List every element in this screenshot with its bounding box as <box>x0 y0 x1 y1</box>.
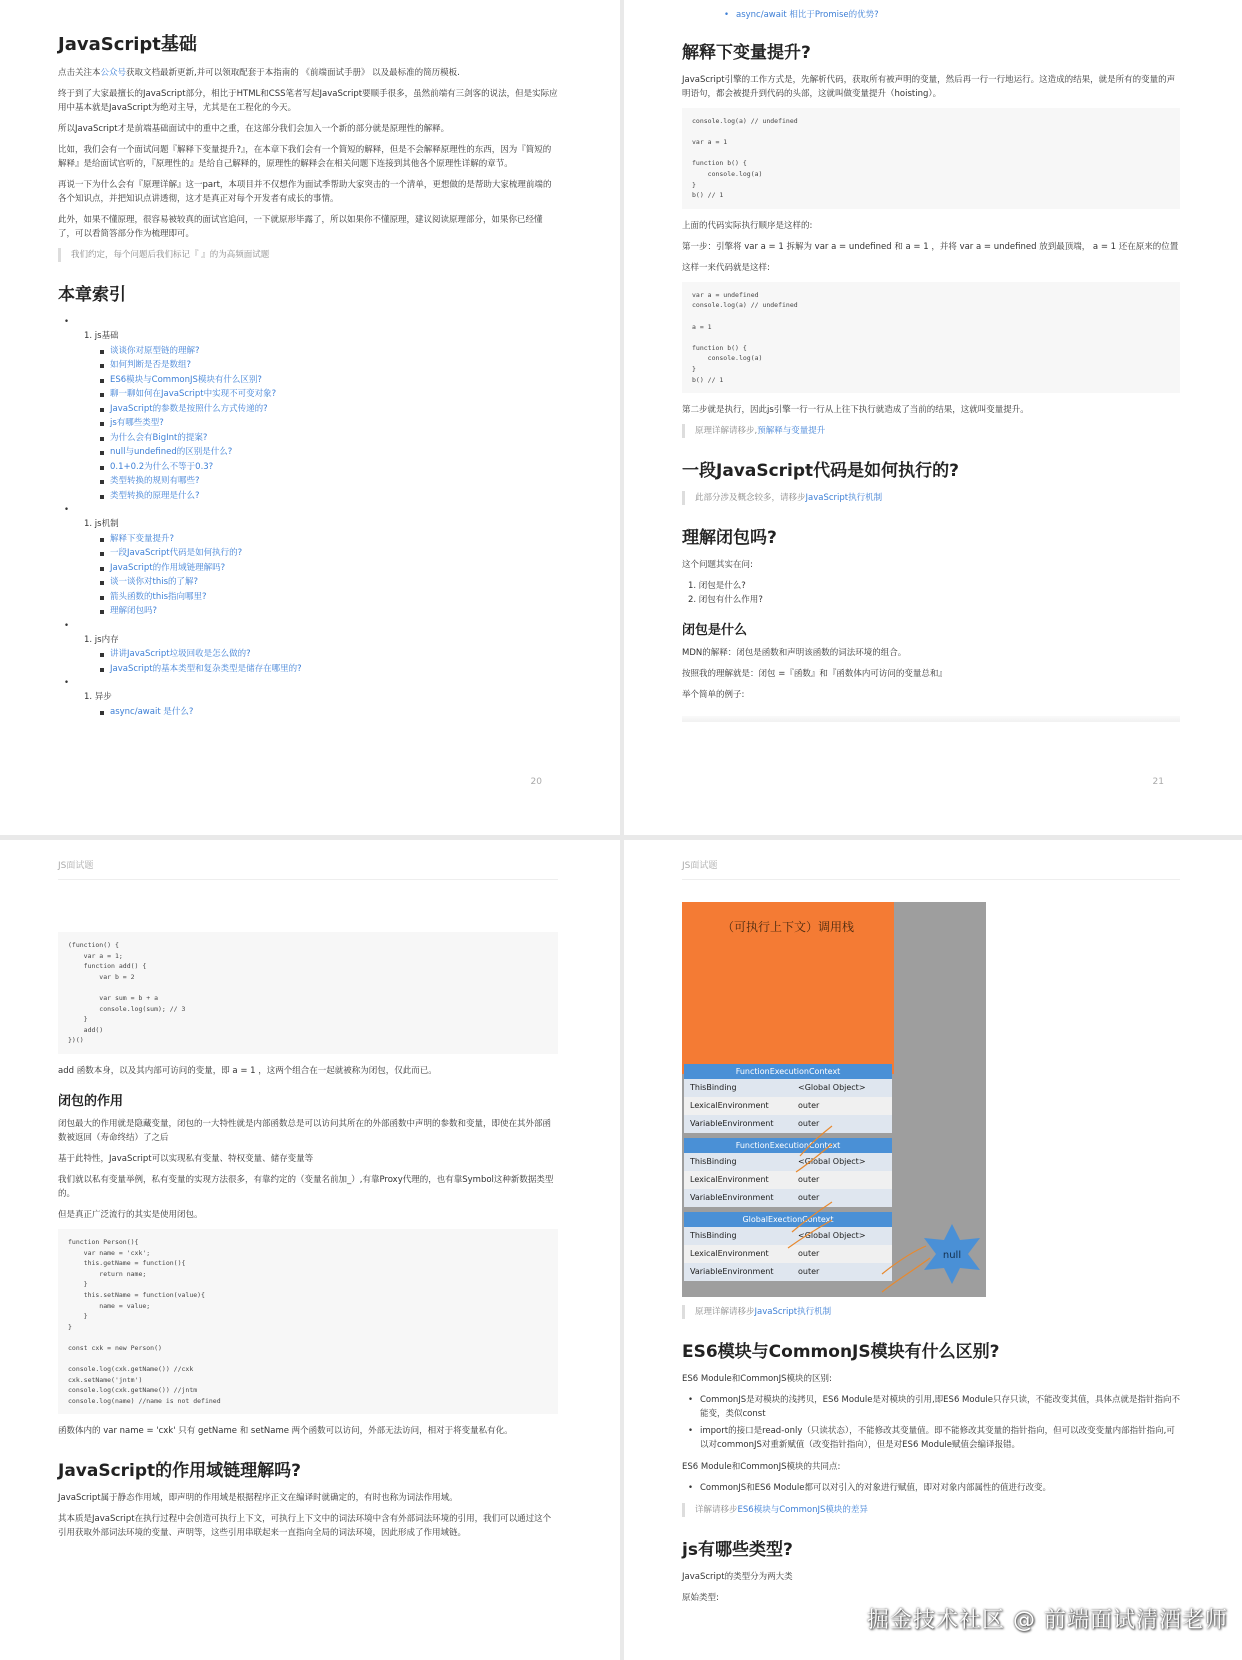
watermark: 掘金技术社区 @ 前端面试清酒老师 <box>867 1608 1228 1633</box>
context-field-value: <Global Object> <box>798 1083 866 1092</box>
execution-quote: 此部分涉及概念较多，请移步JavaScript执行机制 <box>682 491 1180 505</box>
code-line: console.log(a) // undefined <box>692 301 798 310</box>
toc-group-label: 1. 异步 <box>84 692 112 702</box>
code-line: (function() { <box>68 941 119 949</box>
context-field-name: LexicalEnvironment <box>690 1101 769 1110</box>
difference-item: • import的接口是read-only（只读状态），不能修改其变量值。即不能修改其变量的指针指向，但可以改变变量内部指针指向,可以对commonJS对重新赋值（改变指针指向），但是对ES6 Module赋值会编译报错。 <box>682 1424 1180 1452</box>
toc-group-label: 1. js基础 <box>84 331 119 341</box>
toc-item[interactable]: JavaScript的基本类型和复杂类型是储存在哪里的? <box>58 662 558 677</box>
code-line: var a = undefined <box>692 290 759 299</box>
hoisting-paragraph: JavaScript引擎的工作方式是，先解析代码，获取所有被声明的变量，然后再一行一行地运行。这造成的结果，就是所有的变量的声明语句，都会被提升到代码的头部，这就叫做变量提升（hoisting）。 <box>682 75 1176 99</box>
code-line: function add() { <box>68 962 147 971</box>
arrow-var-3 <box>882 1258 930 1292</box>
code-line: return name; <box>68 1269 147 1278</box>
toc-item[interactable]: 为什么会有BigInt的提案? <box>58 431 558 446</box>
heading-closure-use: 闭包的作用 <box>58 1093 124 1109</box>
code-line: console.log(name) //name is not defined <box>68 1396 221 1405</box>
intro-paragraph-1: 点击关注本公众号获取文档最新更新,并可以领取配套于本指南的 《前端面试手册》 以及最标准的简历模板. <box>58 68 460 78</box>
code-line <box>68 982 548 993</box>
toc-item[interactable]: 聊一聊如何在JavaScript中实现不可变对象? <box>58 387 558 402</box>
context-field-value: <Global Object> <box>798 1231 866 1240</box>
types-paragraph: JavaScript的类型分为两大类 <box>682 1572 793 1582</box>
hoisting-detail-quote: 原理详解请移步,预解释与变量提升 <box>682 424 1180 438</box>
context-field-name: ThisBinding <box>690 1083 737 1092</box>
context-field-name: VariableEnvironment <box>690 1193 774 1202</box>
thus-paragraph: 这样一来代码就是这样: <box>682 262 770 273</box>
scope-paragraph-1: JavaScript属于静态作用域，即声明的作用域是根据程序正文在编译时就确定的，有时也称为词法作用域。 <box>58 1493 458 1504</box>
code-line: b() // 1 <box>692 375 724 384</box>
code-block-hoisted <box>682 282 1180 393</box>
intro-paragraph-6: 此外，如果不懂原理，很容易被较真的面试官追问，一下就原形毕露了，所以如果你不懂原理，建议阅读原理部分，如果你已经懂了，可以看简答部分作为梳理即可。 <box>58 215 543 239</box>
arrow-lex-1 <box>800 1126 832 1156</box>
code-line <box>692 332 1170 343</box>
page-number: 21 <box>1152 777 1164 787</box>
arrow-lex-2 <box>792 1202 832 1232</box>
intro-paragraph-3: 所以JavaScript才是前端基础面试中的重中之重，在这部分我们会加入一个新的部分就是原理性的解释。 <box>58 124 450 134</box>
context-field-value: outer <box>798 1267 820 1276</box>
toc-bullet: • <box>64 317 70 327</box>
toc-item[interactable]: 谈一谈你对this的了解? <box>58 575 558 590</box>
toc-bullet: • <box>64 620 70 631</box>
code-line: b() // 1 <box>692 191 724 200</box>
heading-hoisting: 解释下变量提升? <box>682 43 811 63</box>
code-line: function b() { <box>692 159 747 168</box>
intro-paragraph-2: 终于到了大家最擅长的JavaScript部分，相比于HTML和CSS笔者写起JavaScript要顺手很多，虽然前端有三剑客的说法，但是实际应用中基本就是JavaScript为绝对主导，尤其是在工程化的今天。 <box>58 89 558 113</box>
difference-list <box>682 1393 1180 1452</box>
code-block-hoisting <box>682 108 1180 209</box>
step1-paragraph: 第一步：引擎将 var a = 1 拆解为 var a = undefined 和 a = 1 ，并将 var a = undefined 放到最顶端， a = 1 还在原来的位置 <box>682 241 1179 252</box>
context-field-name: VariableEnvironment <box>690 1119 774 1128</box>
context-field-value: outer <box>798 1193 820 1202</box>
after-code2-paragraph: 函数体内的 var name = 'cxk' 只有 getName 和 setName 两个函数可以访问，外部无法访问，相对于将变量私有化。 <box>58 1426 513 1437</box>
code-block-closure <box>58 932 558 1054</box>
page-header: JS面试题 <box>58 858 558 880</box>
my-understanding-paragraph: 按照我的理解就是：闭包 =『函数』和『函数体内可访问的变量总和』 <box>682 669 947 680</box>
common-list <box>682 1481 1180 1495</box>
code-line: } <box>68 1015 88 1024</box>
code-line: } <box>692 364 696 373</box>
primitive-paragraph: 原始类型: <box>682 1593 719 1603</box>
page-21 <box>624 0 1242 835</box>
code-line <box>68 1353 548 1364</box>
private-var-paragraph: 我们就以私有变量举例，私有变量的实现方法很多，有靠约定的（变量名前加_）,有靠Proxy代理的，也有靠Symbol这种新数据类型的。 <box>58 1174 554 1199</box>
scope-paragraph-2: 其本质是JavaScript在执行过程中会创造可执行上下文，可执行上下文中的词法环境中含有外部词法环境的引用，我们可以通过这个引用获取外部词法环境的变量、声明等，这些引用串联起来一直指向全局的词法环境，因此形成了作用域链。 <box>58 1514 552 1539</box>
toc-item[interactable]: 如何判断是否是数组? <box>58 358 558 373</box>
mdn-paragraph: MDN的解释：闭包是函数和声明该函数的词法环境的组合。 <box>682 648 907 659</box>
feature-paragraph: 基于此特性，JavaScript可以实现私有变量、特权变量、储存变量等 <box>58 1153 314 1164</box>
toc-item-async-vs-promise[interactable]: • async/await 相比于Promise的优势? <box>718 8 1180 22</box>
page-20 <box>0 0 620 835</box>
code-line: var a = 1 <box>692 138 728 147</box>
code-line: console.log(cxk.getName()) //cxk <box>68 1365 194 1374</box>
after-code-paragraph: add 函数本身，以及其内部可访问的变量，即 a = 1 ，这两个组合在一起就被称为闭包，仅此而已。 <box>58 1065 437 1076</box>
call-stack-title: （可执行上下文）调用栈 <box>721 920 854 934</box>
code-line: console.log(cxk.getName()) //jntm <box>68 1386 198 1395</box>
context-field-value: outer <box>798 1175 820 1184</box>
toc-item[interactable]: async/await 是什么? <box>58 705 558 720</box>
hoisting-detail-link[interactable]: 预解释与变量提升 <box>757 426 826 437</box>
intro-paragraph-5: 再说一下为什么会有『原理详解』这一part，本项目并不仅想作为面试季帮助大家突击的一个清单，更想做的是帮助大家梳理前端的各个知识点，并把知识点讲透彻，这才是真正对每个开发者有成长的事情。 <box>58 180 552 204</box>
code-line <box>692 127 1170 138</box>
execution-context-name: FunctionExecutionContext <box>684 1138 892 1153</box>
common-paragraph: ES6 Module和CommonJS模块的共同点: <box>682 1462 841 1472</box>
page-header: JS面试题 <box>682 858 1180 880</box>
code-line: console.log(a) <box>692 354 763 363</box>
chapter-index <box>58 315 558 719</box>
toc-item[interactable]: 类型转换的原理是什么? <box>58 489 558 504</box>
example-paragraph: 举个简单的例子: <box>682 690 745 701</box>
code-block-person <box>58 1229 558 1415</box>
page-number: 20 <box>530 777 542 787</box>
code-line: console.log(a) <box>692 169 763 178</box>
difference-item: • CommonJS是对模块的浅拷贝，ES6 Module是对模块的引用,即ES6 Module只存只读，不能改变其值，具体点就是指针指向不能变，类似const <box>682 1393 1180 1421</box>
arrow-var-1 <box>796 1144 832 1172</box>
toc-title: 本章索引 <box>58 285 126 305</box>
code-line: add() <box>68 1025 104 1034</box>
code-line: cxk.setName('jntm') <box>68 1375 143 1384</box>
page-23 <box>624 840 1242 1660</box>
intro-paragraph-4: 比如，我们会有一个面试问题『解释下变量提升?』，在本章下我们会有一个简短的解释，但是不会解释原理性的东西，因为『简短的解释』是给面试官听的，『原理性的』是给自己解释的，原理性的解释会在相关问题下连接到其他各个原理性详解的章节。 <box>58 145 552 169</box>
code-line: const cxk = new Person() <box>68 1343 162 1352</box>
toc-item[interactable]: null与undefined的区别是什么? <box>58 445 558 460</box>
toc-item[interactable]: 一段JavaScript代码是如何执行的? <box>58 546 558 561</box>
difference-paragraph: ES6 Module和CommonJS模块的区别: <box>682 1374 832 1384</box>
code-line: console.log(sum); // 3 <box>68 1004 186 1013</box>
context-field-name: LexicalEnvironment <box>690 1175 769 1184</box>
toc-item[interactable]: 理解闭包吗? <box>58 604 558 619</box>
toc-item[interactable]: js有哪些类型? <box>58 416 558 431</box>
toc-item[interactable]: ES6模块与CommonJS模块有什么区别? <box>58 373 558 388</box>
context-field-name: LexicalEnvironment <box>690 1249 769 1258</box>
page-22 <box>0 840 620 1660</box>
code-block-start <box>682 716 1180 722</box>
outer-reference-arrows <box>682 902 986 1297</box>
code-line: var sum = b + a <box>68 993 159 1002</box>
heading-closure-what: 闭包是什么 <box>682 623 748 639</box>
heading-es6-vs-commonjs: ES6模块与CommonJS模块有什么区别? <box>682 1342 1000 1362</box>
toc-item[interactable]: 讲讲JavaScript垃圾回收是怎么做的? <box>58 647 558 662</box>
arrow-lex-3 <box>882 1246 926 1274</box>
code-line: var name = 'cxk'; <box>68 1248 151 1257</box>
execution-mechanism-link[interactable]: JavaScript执行机制 <box>754 1307 832 1317</box>
code-line: } <box>68 1280 88 1289</box>
execution-context-name: FunctionExecutionContext <box>684 1064 892 1079</box>
toc-group-label: 1. js内存 <box>84 634 119 645</box>
execution-detail-quote: 原理详解请移步JavaScript执行机制 <box>682 1305 1180 1319</box>
closure-question-1: 1. 闭包是什么? <box>688 581 746 592</box>
code-line: } <box>692 180 696 189</box>
heading-scope-chain: JavaScript的作用域链理解吗? <box>58 1461 302 1482</box>
execution-context-name: GlobalExectionContext <box>684 1212 892 1227</box>
context-field-value: outer <box>798 1119 820 1128</box>
common-item: • CommonJS和ES6 Module都可以对引入的对象进行赋值，即对对象内部属性的值进行改变。 <box>682 1481 1180 1495</box>
null-label: null <box>942 1250 962 1261</box>
code-line: var a = 1; <box>68 951 123 960</box>
toc-bullet: • <box>64 678 70 688</box>
code-line: a = 1 <box>692 322 712 331</box>
closure-use-paragraph: 闭包最大的作用就是隐藏变量，闭包的一大特性就是内部函数总是可以访问其所在的外部函数中声明的参数和变量，即使在其外部函数被返回（寿命终结）了之后 <box>58 1118 552 1143</box>
continued-list <box>718 8 1180 22</box>
es6-detail-quote: 详解请移步ES6模块与CommonJS模块的差异 <box>682 1503 1180 1517</box>
heading-execution: 一段JavaScript代码是如何执行的? <box>682 461 960 482</box>
closure-question-paragraph: 这个问题其实在问: <box>682 560 753 571</box>
official-account-link[interactable]: 公众号 <box>100 68 127 78</box>
context-field-name: ThisBinding <box>690 1157 737 1166</box>
code-line: } <box>68 1322 72 1331</box>
context-field-value: <Global Object> <box>798 1157 866 1166</box>
context-field-value: outer <box>798 1249 820 1258</box>
heading-closure: 理解闭包吗? <box>682 528 777 549</box>
code-line: function Person(){ <box>68 1237 139 1246</box>
real-usage-paragraph: 但是真正广泛流行的其实是使用闭包。 <box>58 1209 203 1220</box>
closure-question-list <box>682 579 1180 607</box>
convention-quote: 我们约定，每个问题后我们标记『 』的为高频面试题 <box>58 248 558 262</box>
toc-item[interactable]: 箭头函数的this指向哪里? <box>58 590 558 605</box>
toc-item[interactable]: JavaScript的参数是按照什么方式传递的? <box>58 402 558 417</box>
toc-item[interactable]: 谈谈你对原型链的理解? <box>58 344 558 359</box>
code-line <box>68 1332 548 1343</box>
toc-group-label: 1. js机制 <box>84 519 119 529</box>
page-title: JavaScript基础 <box>58 34 197 55</box>
es6-diff-link[interactable]: ES6模块与CommonJS模块的差异 <box>737 1505 868 1515</box>
toc-item[interactable]: 0.1+0.2为什么不等于0.3? <box>58 460 558 475</box>
execution-mechanism-link[interactable]: JavaScript执行机制 <box>805 493 883 504</box>
code-line: function b() { <box>692 343 747 352</box>
heading-js-types: js有哪些类型? <box>682 1540 793 1560</box>
arrow-var-2 <box>788 1220 832 1248</box>
code-line: this.getName = function(){ <box>68 1259 186 1268</box>
toc-item[interactable]: 解释下变量提升? <box>58 532 558 547</box>
code-line <box>692 148 1170 159</box>
actual-order-paragraph: 上面的代码实际执行顺序是这样的: <box>682 220 813 231</box>
code-line: console.log(a) // undefined <box>692 117 798 125</box>
step2-paragraph: 第二步就是执行，因此js引擎一行一行从上往下执行就造成了当前的结果，这就叫变量提升。 <box>682 405 1029 416</box>
code-line: this.setName = function(value){ <box>68 1290 205 1299</box>
toc-bullet: • <box>64 505 70 515</box>
call-stack-diagram <box>682 902 986 1297</box>
code-line: var b = 2 <box>68 972 135 981</box>
code-line <box>692 311 1170 322</box>
closure-question-2: 2. 闭包有什么作用? <box>688 595 763 606</box>
context-field-value: outer <box>798 1101 820 1110</box>
context-field-name: ThisBinding <box>690 1231 737 1240</box>
context-field-name: VariableEnvironment <box>690 1267 774 1276</box>
code-line: } <box>68 1312 88 1321</box>
code-line: })() <box>68 1036 84 1045</box>
toc-item[interactable]: 类型转换的规则有哪些? <box>58 474 558 489</box>
code-line: name = value; <box>68 1301 151 1310</box>
toc-item[interactable]: JavaScript的作用域链理解吗? <box>58 561 558 576</box>
